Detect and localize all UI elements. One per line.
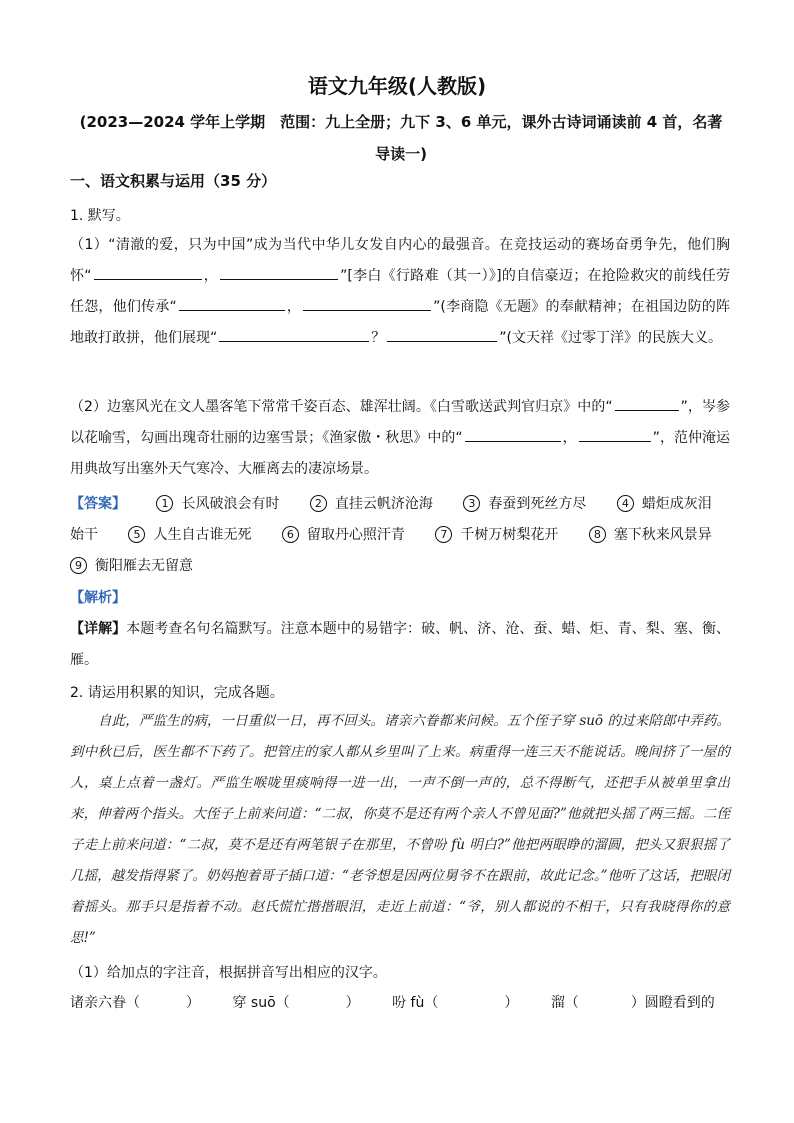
blank-8[interactable]: [465, 425, 561, 442]
fill-item-4[interactable]: [551, 992, 715, 1012]
blank-2[interactable]: [220, 263, 338, 280]
answer-item: [310, 493, 433, 513]
analysis-tag: [70, 587, 126, 607]
fill-item-1[interactable]: [70, 992, 200, 1012]
answer-text: 蜡炬成灰泪: [641, 496, 712, 512]
answer-text: 直挂云帆济沧海: [334, 496, 433, 512]
answer-number: 5: [128, 526, 145, 543]
scope-line-1: (2023—2024 学年上学期 范围：九上全册；九下 3、6 单元，课外古诗词诵读前 4 首，名著: [79, 113, 723, 131]
fill-item-2[interactable]: [232, 992, 359, 1012]
answer-text: 人生自古谁无死: [153, 527, 252, 543]
answer-number: 1: [156, 495, 173, 512]
answer-text: 千树万树梨花开: [460, 527, 559, 543]
q1-p2-text-d: ”，范仲淹运用典故写出塞外天气寒冷、大雁离去的凄凉场景。: [70, 430, 730, 477]
answer-item: [156, 493, 279, 513]
answer-number: 9: [70, 557, 87, 574]
q1-text-f: ？: [371, 330, 386, 346]
blank-3[interactable]: [179, 294, 285, 311]
detail-text: 本题考查名句名篇默写。注意本题中的易错字：破、帆、济、沧、蚕、蜡、炬、青、梨、塞、衡、雁。: [70, 621, 731, 668]
answer-item: [617, 493, 712, 513]
answer-text: 留取丹心照汗青: [306, 527, 405, 543]
answer-number: 6: [282, 526, 299, 543]
novel-excerpt: 自此，严监生的病，一日重似一日，再不回头。诸亲六眷都来问候。五个侄子穿 suō 的过来陪郎中弄药。到中秋已后，医生都不下药了。把管庄的家人都从乡里叫了上来。病重得一连三天不能说话。晚间挤了一屋的人，桌上点着一盏灯。严监生喉咙里痰响得一进一出，一声不倒一声的，总不得断气，还把手从被单里拿出来，伸着两个指头。大侄子上前来问道：“二叔，你莫不是还有两个亲人不曾见面?”他就把头摇了两三摇。二侄子走上前来问道：“二叔，莫不是还有两笔银子在那里，不曾吩 fù 明白?”他把两眼睁的溜圆，把头又狠狠摇了几摇，越发指得紧了。奶妈抱着哥子插口道：“老爷想是因两位舅爷不在跟前，故此记念。”他听了这话，把眼闭着摇头。那手只是指着不动。赵氏慌忙揩揩眼泪，走近上前道：“爷，别人都说的不相干，只有我晓得你的意思!”: [70, 713, 730, 946]
fill-prompt: 吩 fù（: [392, 995, 439, 1011]
question-1-part-2: [70, 392, 730, 485]
answer-text: 衡阳雁去无留意: [95, 558, 193, 574]
q1-text-e: ”(李商隐《无题》的奉献精神；在祖国边防的阵地敢打敢拼，他们展现“: [70, 299, 731, 346]
answer-item: [70, 555, 193, 575]
answer-row-1: [70, 493, 712, 513]
answer-number: 3: [463, 495, 480, 512]
question-1-part-1: [70, 230, 730, 354]
section-heading: 一、语文积累与运用（35 分）: [70, 172, 277, 190]
fill-close: ）: [186, 995, 200, 1011]
analysis-detail: [70, 614, 730, 676]
pinyin-fill-row: [70, 992, 715, 1012]
fill-prompt: 诸亲六眷（: [70, 995, 140, 1011]
blank-4[interactable]: [303, 294, 431, 311]
q1-text-b: ，: [203, 268, 219, 284]
blank-5[interactable]: [219, 325, 369, 342]
q1-p2-text-a: （2）边塞风光在文人墨客笔下常常千姿百态、雄浑壮阔。《白雪歌送武判官归京》中的“: [70, 399, 613, 415]
blank-6[interactable]: [387, 325, 497, 342]
fill-prompt: 溜（: [550, 995, 579, 1011]
blank-1[interactable]: [94, 263, 202, 280]
question-1-label: 1. 默写。: [70, 208, 130, 224]
answer-item: [589, 524, 712, 544]
exam-scope: [76, 106, 726, 170]
answer-item-continued: 始干: [70, 527, 98, 543]
fill-prompt: 穿 suō（: [232, 995, 290, 1011]
question-2-label: 2. 请运用积累的知识，完成各题。: [70, 685, 284, 701]
page-title: 语文九年级(人教版): [307, 74, 487, 98]
answer-number: 7: [435, 526, 452, 543]
scope-line-2: 导读一): [375, 145, 427, 163]
fill-item-3[interactable]: [392, 992, 518, 1012]
answer-row-3: [70, 555, 219, 575]
q1-text-c: ”[李白《行路难（其一）》]的自信豪迈；在抢险救灾的前线任劳任怨，他们传承“: [70, 268, 730, 315]
answer-item: [128, 524, 251, 544]
q1-text-a: （1）“清澈的爱，只为中国”成为当代中华儿女发自内心的最强音。在竞技运动的赛场奋勇争先，他们胸怀“: [70, 237, 730, 284]
answer-text: 长风破浪会有时: [181, 496, 280, 512]
q1-text-g: ”(文天祥《过零丁洋》的民族大义。: [499, 330, 722, 346]
blank-7[interactable]: [615, 394, 679, 411]
detail-tag: 【详解】: [70, 621, 127, 637]
q1-p2-text-b: ”，岑参以花喻雪，勾画出瑰奇壮丽的边塞雪景；《渔家傲・秋思》中的“: [70, 399, 730, 446]
answer-item: [282, 524, 405, 544]
answer-row-2: [70, 524, 712, 544]
answer-text: 春蚕到死丝方尽: [488, 496, 587, 512]
q1-text-d: ，: [286, 299, 302, 315]
question-2-sub-1: （1）给加点的字注音，根据拼音写出相应的汉字。: [70, 965, 387, 981]
answer-number: 4: [617, 495, 634, 512]
analysis-label: 【解析】: [70, 590, 126, 606]
answer-text: 塞下秋来风景异: [613, 527, 712, 543]
q1-p2-text-c: ，: [562, 430, 577, 446]
answer-number: 8: [589, 526, 606, 543]
answer-number: 2: [310, 495, 327, 512]
answer-item: [463, 493, 586, 513]
fill-close: ）: [345, 995, 360, 1011]
fill-suffix: ）圆瞪看到的: [630, 995, 715, 1011]
fill-close: ）: [504, 995, 519, 1011]
answer-item: [435, 524, 558, 544]
blank-9[interactable]: [579, 425, 651, 442]
answer-tag: 【答案】: [70, 496, 126, 512]
